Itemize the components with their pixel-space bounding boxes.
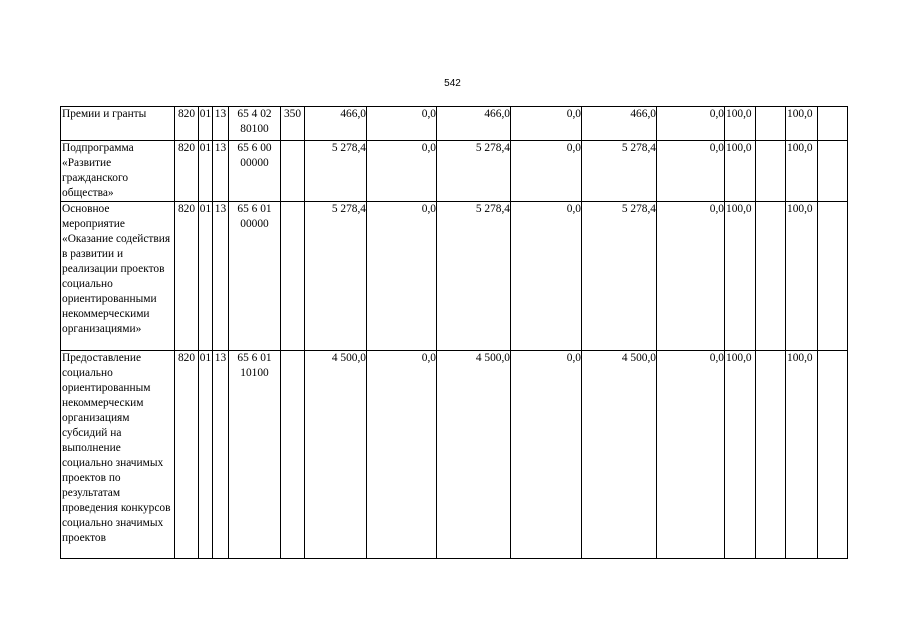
section-code: 01 (199, 202, 213, 351)
budget-table (60, 106, 848, 559)
sum-6: 0,0 (657, 141, 725, 202)
ved-code: 820 (175, 351, 199, 559)
empty-cell (756, 107, 786, 141)
row-name: Подпрограмма «Развитие гражданского общества» (61, 141, 175, 202)
sum-3: 466,0 (437, 107, 511, 141)
subsection-code: 13 (213, 351, 229, 559)
percent-2: 100,0 (786, 351, 818, 559)
percent-1: 100,0 (725, 202, 756, 351)
percent-2: 100,0 (786, 141, 818, 202)
row-name: Премии и гранты (61, 107, 175, 141)
expense-type-code: 350 (281, 107, 305, 141)
subsection-code: 13 (213, 202, 229, 351)
sum-5: 5 278,4 (582, 141, 657, 202)
table-row (61, 202, 848, 351)
table-row (61, 107, 848, 141)
row-name: Предоставление социально ориентированным некоммерческим организациям субсидий на выполнение социально значимых проектов по результатам проведения конкурсов социально значимых проектов (61, 351, 175, 559)
empty-cell (818, 141, 848, 202)
sum-4: 0,0 (511, 107, 582, 141)
empty-cell (756, 141, 786, 202)
percent-1: 100,0 (725, 351, 756, 559)
percent-2: 100,0 (786, 107, 818, 141)
target-article-code: 65 6 01 00000 (229, 202, 281, 351)
empty-cell (818, 107, 848, 141)
sum-4: 0,0 (511, 351, 582, 559)
empty-cell (756, 202, 786, 351)
percent-1: 100,0 (725, 107, 756, 141)
section-code: 01 (199, 351, 213, 559)
sum-1: 5 278,4 (305, 141, 367, 202)
sum-3: 5 278,4 (437, 141, 511, 202)
ved-code: 820 (175, 107, 199, 141)
sum-1: 4 500,0 (305, 351, 367, 559)
section-code: 01 (199, 141, 213, 202)
sum-6: 0,0 (657, 202, 725, 351)
expense-type-code (281, 141, 305, 202)
percent-1: 100,0 (725, 141, 756, 202)
sum-3: 4 500,0 (437, 351, 511, 559)
sum-6: 0,0 (657, 107, 725, 141)
sum-4: 0,0 (511, 141, 582, 202)
empty-cell (756, 351, 786, 559)
sum-4: 0,0 (511, 202, 582, 351)
sum-1: 466,0 (305, 107, 367, 141)
section-code: 01 (199, 107, 213, 141)
empty-cell (818, 351, 848, 559)
page-number: 542 (444, 78, 461, 89)
subsection-code: 13 (213, 141, 229, 202)
sum-2: 0,0 (367, 202, 437, 351)
row-name: Основное мероприятие «Оказание содействия в развитии и реализации проектов социально ориентированными некоммерческими организациями» (61, 202, 175, 351)
target-article-code: 65 6 00 00000 (229, 141, 281, 202)
sum-6: 0,0 (657, 351, 725, 559)
sum-1: 5 278,4 (305, 202, 367, 351)
table-row (61, 141, 848, 202)
target-article-code: 65 4 02 80100 (229, 107, 281, 141)
table-row (61, 351, 848, 559)
subsection-code: 13 (213, 107, 229, 141)
sum-5: 5 278,4 (582, 202, 657, 351)
expense-type-code (281, 202, 305, 351)
sum-2: 0,0 (367, 107, 437, 141)
expense-type-code (281, 351, 305, 559)
sum-5: 466,0 (582, 107, 657, 141)
percent-2: 100,0 (786, 202, 818, 351)
ved-code: 820 (175, 202, 199, 351)
sum-2: 0,0 (367, 351, 437, 559)
sum-2: 0,0 (367, 141, 437, 202)
empty-cell (818, 202, 848, 351)
target-article-code: 65 6 01 10100 (229, 351, 281, 559)
sum-3: 5 278,4 (437, 202, 511, 351)
sum-5: 4 500,0 (582, 351, 657, 559)
ved-code: 820 (175, 141, 199, 202)
